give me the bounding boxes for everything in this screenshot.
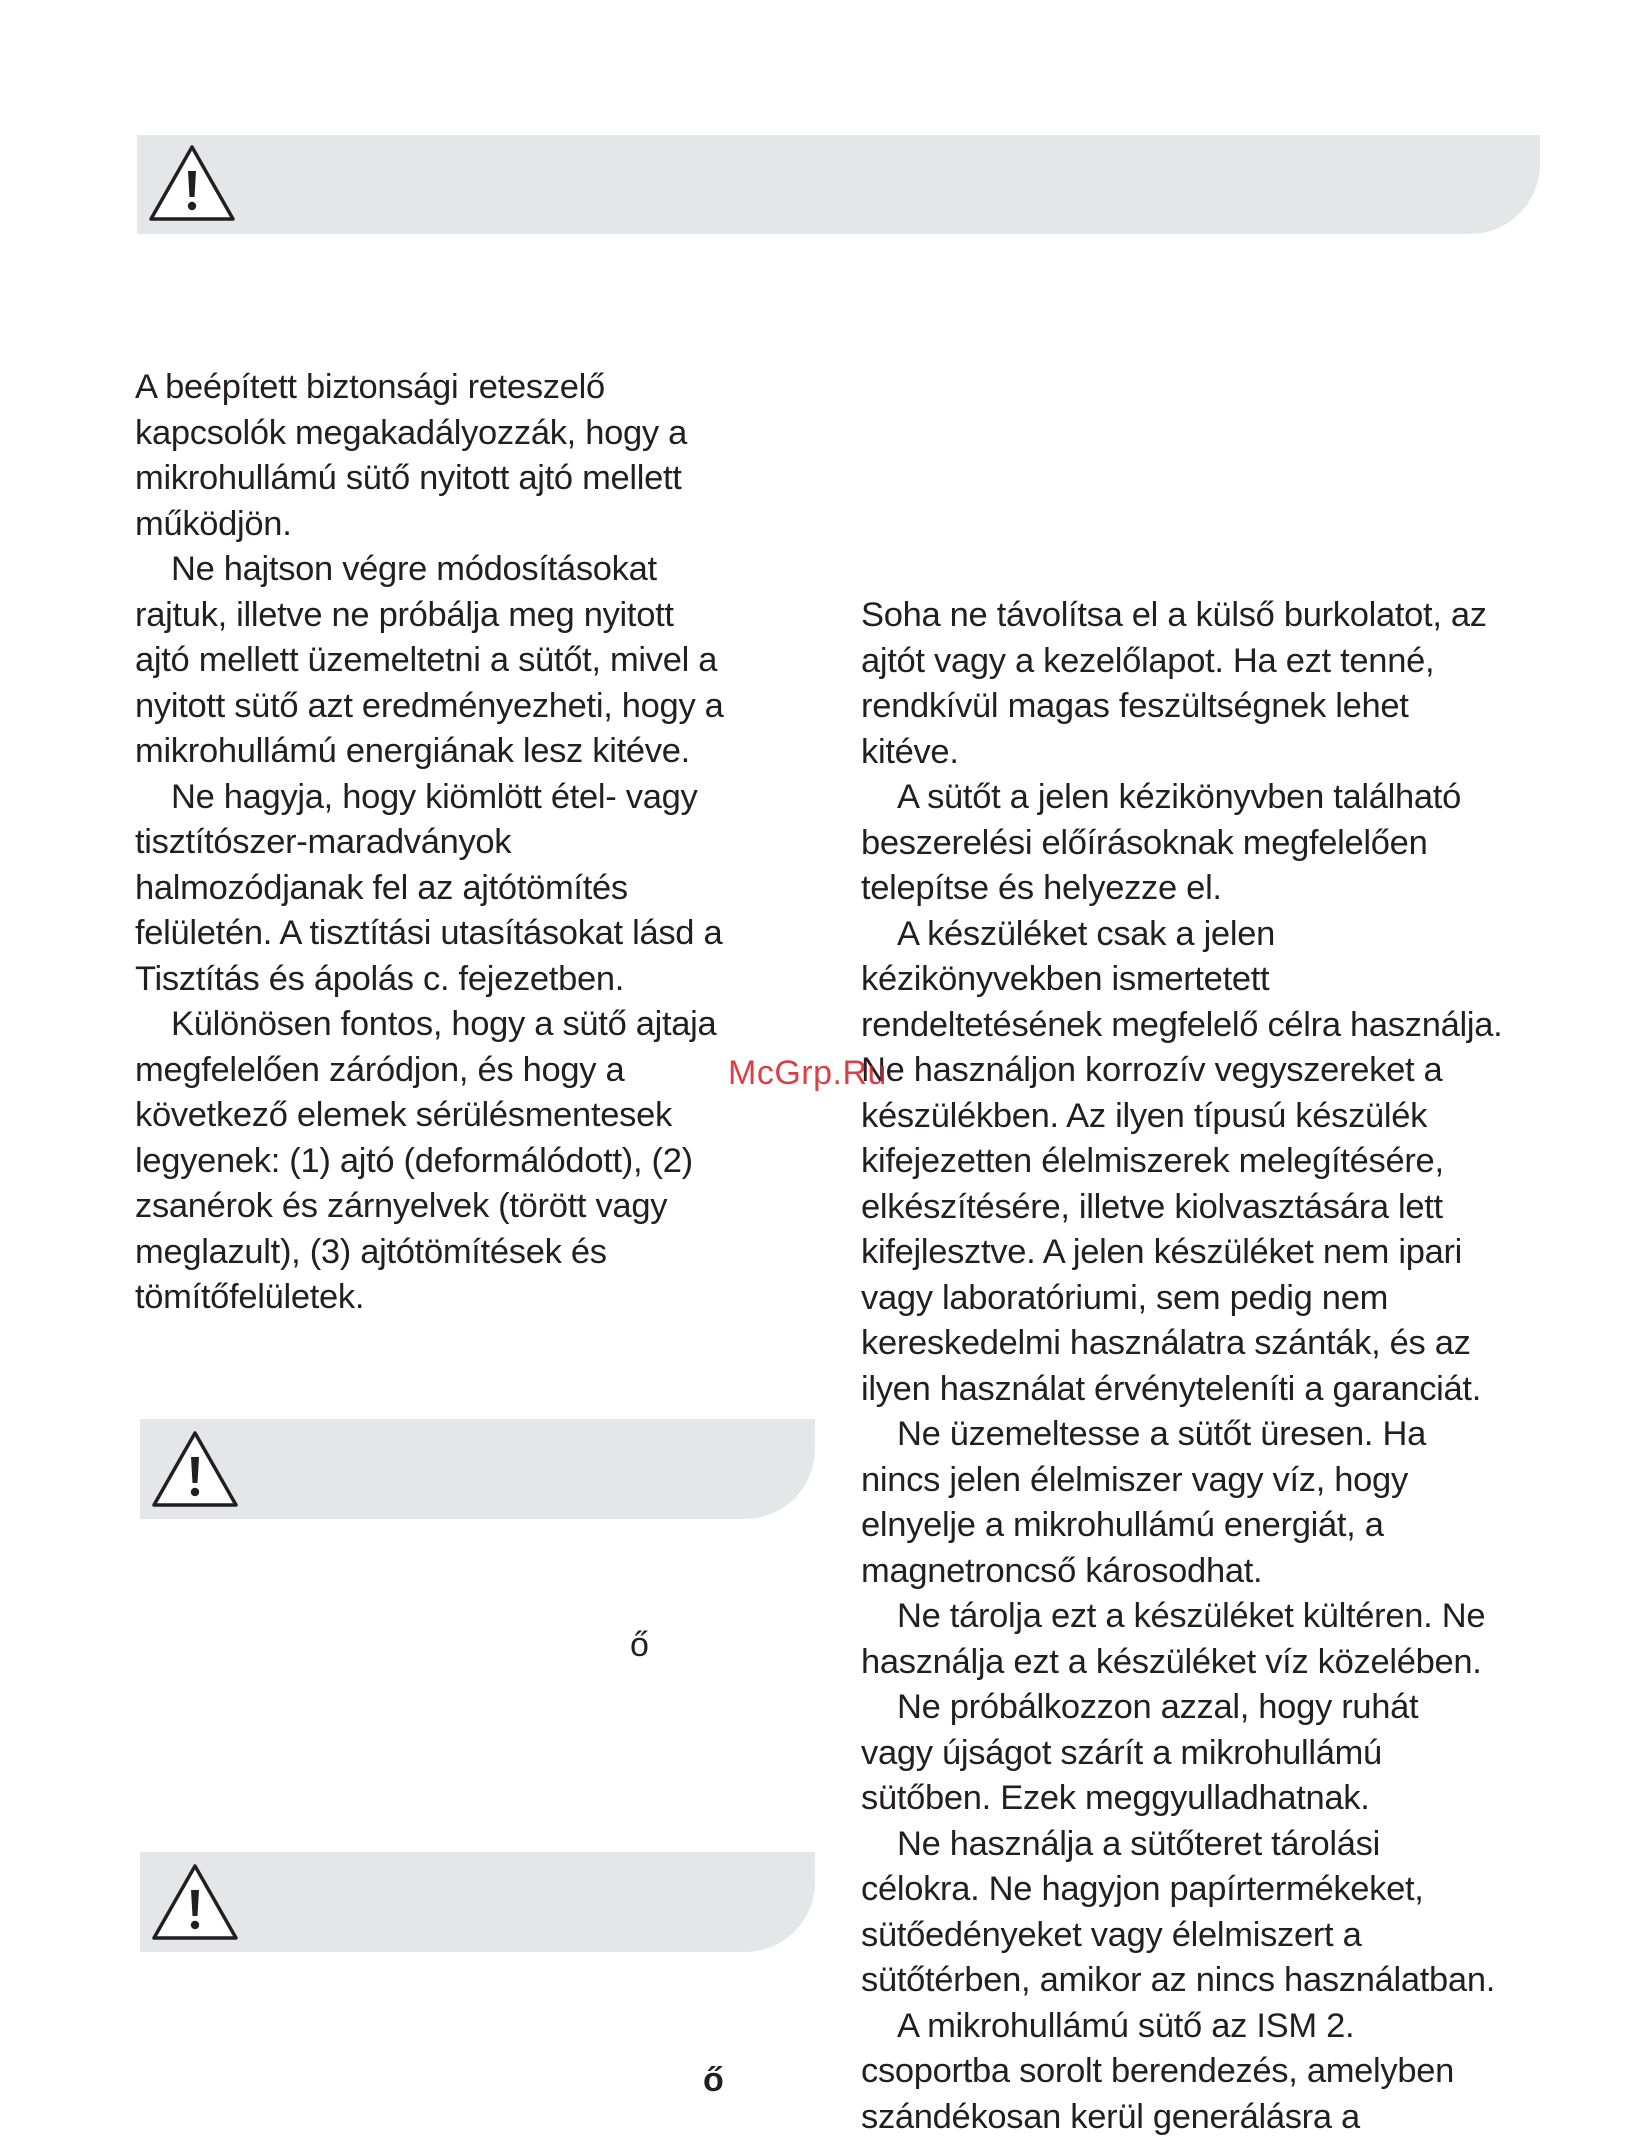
warning-banner-top xyxy=(137,135,1540,234)
paragraph: A mikrohullámú sütő az ISM 2. csoportba sorolt berendezés, amelyben szándékosan kerül generálásra a xyxy=(861,2006,1455,2136)
watermark: McGrp.Ru xyxy=(728,1054,887,1092)
warning-triangle-icon xyxy=(150,1429,240,1509)
paragraph: A beépített biztonsági reteszelő kapcsolók megakadályozzák, hogy a mikrohullámú sütő nyitott ajtó mellett működjön. xyxy=(135,368,688,543)
paragraph: Ne használja a sütőteret tárolási célokra. Ne hagyjon papírtermékeket, sütőedényeket vagy élelmiszert a sütőtérben, amikor az nincs használatban. xyxy=(861,1824,1495,1999)
warning-triangle-icon xyxy=(150,1862,240,1942)
paragraph: A sütőt a jelen kézikönyvben található beszerelési előírásoknak megfelelően telepítse és helyezze el. xyxy=(861,778,1461,907)
paragraph: Ne próbálkozzon azzal, hogy ruhát vagy újságot szárít a mikrohullámú sütőben. Ezek meggyulladhatnak. xyxy=(861,1688,1419,1817)
stray-character: ő xyxy=(703,2061,724,2099)
warning-banner-middle xyxy=(140,1419,815,1519)
paragraph: Különösen fontos, hogy a sütő ajtaja megfelelően záródjon, és hogy a következő elemek sérülésmentesek legyenek: (1) ajtó (deformálódott), (2) zsanérok és zárnyelvek (törött vagy meglazult), (3) ajtótömítések és tömítőfelületek. xyxy=(135,1005,717,1316)
paragraph: Soha ne távolítsa el a külső burkolatot, az ajtót vagy a kezelőlapot. Ha ezt tenné, rendkívül magas feszültségnek lehet kitéve. xyxy=(861,596,1487,771)
paragraph: Ne hagyja, hogy kiömlött étel- vagy tisztítószer-maradványok halmozódjanak fel az ajtótömítés felületén. A tisztítási utasításokat lásd a Tisztítás és ápolás c. fejezetben. xyxy=(135,777,723,998)
stray-character: ő xyxy=(630,1626,649,1664)
warning-triangle-icon xyxy=(147,143,237,223)
paragraph: Ne tárolja ezt a készüléket kültéren. Ne használja ezt a készüléket víz közelében. xyxy=(861,1597,1486,1681)
right-column xyxy=(861,593,1581,2140)
warning-banner-lower xyxy=(140,1852,815,1952)
left-column xyxy=(135,365,825,1321)
paragraph: Ne hajtson végre módosításokat rajtuk, illetve ne próbálja meg nyitott ajtó mellett üzemeltetni a sütőt, mivel a nyitott sütő azt eredményezheti, hogy a mikrohullámú energiának lesz kitéve. xyxy=(135,550,724,770)
paragraph: Ne üzemeltesse a sütőt üresen. Ha nincs jelen élelmiszer vagy víz, hogy elnyelje a mikrohullámú energiát, a magnetroncső károsodhat. xyxy=(861,1415,1426,1590)
paragraph: A készüléket csak a jelen kézikönyvekben ismertetett rendeltetésének megfelelő célra használja. Ne használjon korrozív vegyszereket a készülékben. Az ilyen típusú készülék kifejezetten élelmiszerek melegítésére, elkészítésére, illetve kiolvasztására lett kifejlesztve. A jelen készüléket nem ipari vagy laboratóriumi, sem pedig nem kereskedelmi használatra szánták, és az ilyen használat érvényteleníti a garanciát. xyxy=(861,914,1503,1408)
